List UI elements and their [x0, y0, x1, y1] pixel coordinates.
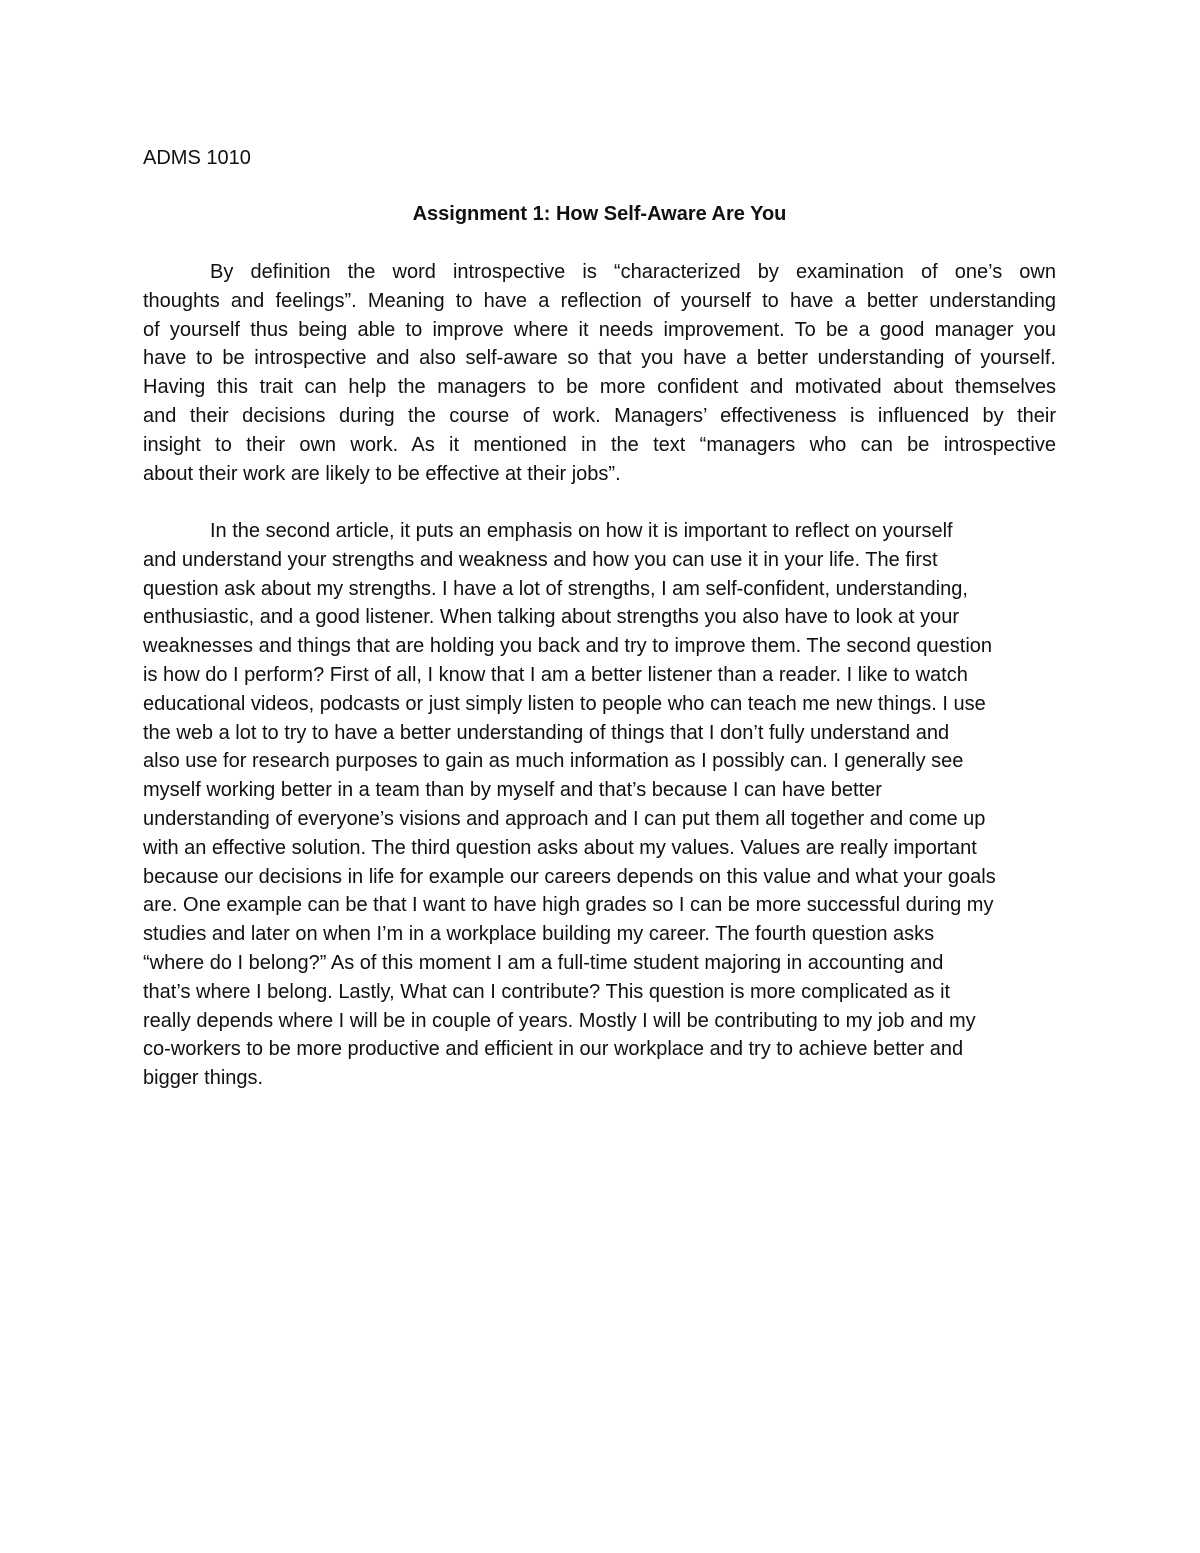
paragraph-line: with an effective solution. The third question asks about my values. Values are really important	[143, 836, 977, 859]
paragraph-line: the web a lot to try to have a better understanding of things that I don’t fully understand and	[143, 721, 950, 744]
paragraph-line: about their work are likely to be effective at their jobs”.	[143, 462, 621, 485]
paragraph-line: In the second article, it puts an emphasis on how it is important to reflect on yourself	[210, 520, 953, 542]
paragraph-line: studies and later on when I’m in a workplace building my career. The fourth question asks	[143, 923, 935, 946]
paragraph-line: and understand your strengths and weakness and how you can use it in your life. The first	[143, 548, 938, 571]
paragraph-line: also use for research purposes to gain as much information as I possibly can. I generally see	[143, 750, 964, 773]
paragraph-line: co-workers to be more productive and efficient in our workplace and try to achieve better and	[143, 1038, 964, 1061]
paragraph-line: are. One example can be that I want to have high grades so I can be more successful during my	[143, 894, 994, 917]
paragraph-line: educational videos, podcasts or just simply listen to people who can teach me new things. I use	[143, 692, 986, 715]
paragraph-line: “where do I belong?” As of this moment I am a full-time student majoring in accounting and	[143, 951, 944, 974]
paragraph-line: By definition the word introspective is “characterized by examination of one’s own	[210, 261, 1056, 283]
paragraph-line: because our decisions in life for example our careers depends on this value and what your goals	[143, 865, 996, 888]
paragraph-line: insight to their own work. As it mentioned in the text “managers who can be introspective	[143, 433, 1056, 456]
course-code: ADMS 1010	[143, 147, 251, 169]
paragraph-line: have to be introspective and also self-aware so that you have a better understanding of yourself.	[143, 347, 1056, 370]
paragraph-line: myself working better in a team than by myself and that’s because I can have better	[143, 779, 882, 802]
paragraph-line: question ask about my strengths. I have a lot of strengths, I am self-confident, understanding,	[143, 577, 968, 600]
paragraph-line: and their decisions during the course of work. Managers’ effectiveness is influenced by their	[143, 404, 1056, 427]
paragraph-line: that’s where I belong. Lastly, What can I contribute? This question is more complicated as it	[143, 980, 951, 1003]
paragraph-line: is how do I perform? First of all, I know that I am a better listener than a reader. I like to watch	[143, 663, 968, 686]
paragraph-line: thoughts and feelings”. Meaning to have a reflection of yourself to have a better understanding	[143, 289, 1056, 312]
paragraph-line: of yourself thus being able to improve where it needs improvement. To be a good manager you	[143, 318, 1056, 341]
paragraph-line: bigger things.	[143, 1067, 264, 1090]
paragraph-introspection	[143, 258, 1056, 488]
paragraph-line: understanding of everyone’s visions and approach and I can put them all together and come up	[143, 807, 986, 830]
paragraph-line: weaknesses and things that are holding you back and try to improve them. The second question	[143, 635, 993, 658]
assignment-title: Assignment 1: How Self-Aware Are You	[412, 203, 787, 225]
paragraph-line: enthusiastic, and a good listener. When talking about strengths you also have to look at your	[143, 606, 960, 629]
paragraph-line: really depends where I will be in couple of years. Mostly I will be contributing to my job and my	[143, 1009, 976, 1032]
paragraph-second-article	[143, 517, 1056, 1093]
paragraph-line: Having this trait can help the managers to be more confident and motivated about themselves	[143, 376, 1056, 399]
